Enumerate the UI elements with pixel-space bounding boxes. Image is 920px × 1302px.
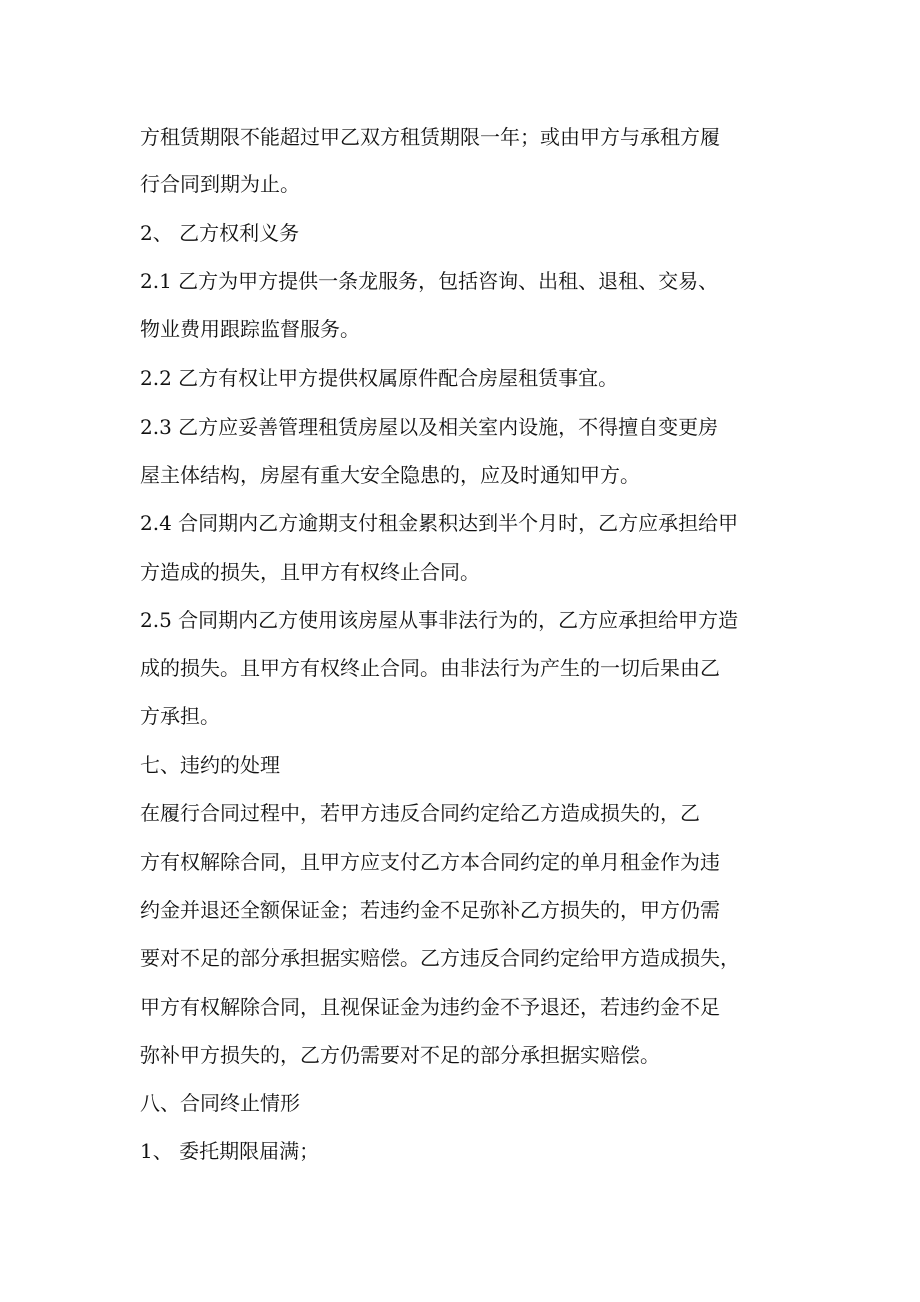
text-line: 在履行合同过程中，若甲方违反合同约定给乙方造成损失的，乙 [140,801,700,825]
text-line: 屋主体结构，房屋有重大安全隐患的，应及时通知甲方。 [140,463,640,487]
section-heading: 2、 乙方权利义务 [140,221,300,245]
section-heading: 七、违约的处理 [140,753,280,777]
text-line: 成的损失。且甲方有权终止合同。由非法行为产生的一切后果由乙 [140,656,720,680]
text-line: 约金并退还全额保证金；若违约金不足弥补乙方损失的，甲方仍需 [140,898,720,922]
text-line: 2.5 合同期内乙方使用该房屋从事非法行为的，乙方应承担给甲方造 [140,608,739,632]
text-line: 物业费用跟踪监督服务。 [140,317,360,341]
text-line: 2.3 乙方应妥善管理租赁房屋以及相关室内设施，不得擅自变更房 [140,415,719,439]
text-line: 弥补甲方损失的，乙方仍需要对不足的部分承担据实赔偿。 [140,1043,660,1067]
text-line: 1、 委托期限届满； [140,1139,320,1163]
section-heading: 八、合同终止情形 [140,1091,300,1115]
text-line: 方承担。 [140,704,220,728]
text-line: 2.2 乙方有权让甲方提供权属原件配合房屋租赁事宜。 [140,366,619,390]
text-line: 2.4 合同期内乙方逾期支付租金累积达到半个月时，乙方应承担给甲 [140,511,739,535]
text-line: 甲方有权解除合同，且视保证金为违约金不予退还，若违约金不足 [140,995,720,1019]
text-line: 行合同到期为止。 [140,172,300,196]
text-line: 2.1 乙方为甲方提供一条龙服务，包括咨询、出租、退租、交易、 [140,269,719,293]
text-line: 方有权解除合同，且甲方应支付乙方本合同约定的单月租金作为违 [140,850,720,874]
text-line: 方租赁期限不能超过甲乙双方租赁期限一年；或由甲方与承租方履 [140,125,720,149]
text-line: 要对不足的部分承担据实赔偿。乙方违反合同约定给甲方造成损失， [140,946,740,970]
text-line: 方造成的损失，且甲方有权终止合同。 [140,560,480,584]
